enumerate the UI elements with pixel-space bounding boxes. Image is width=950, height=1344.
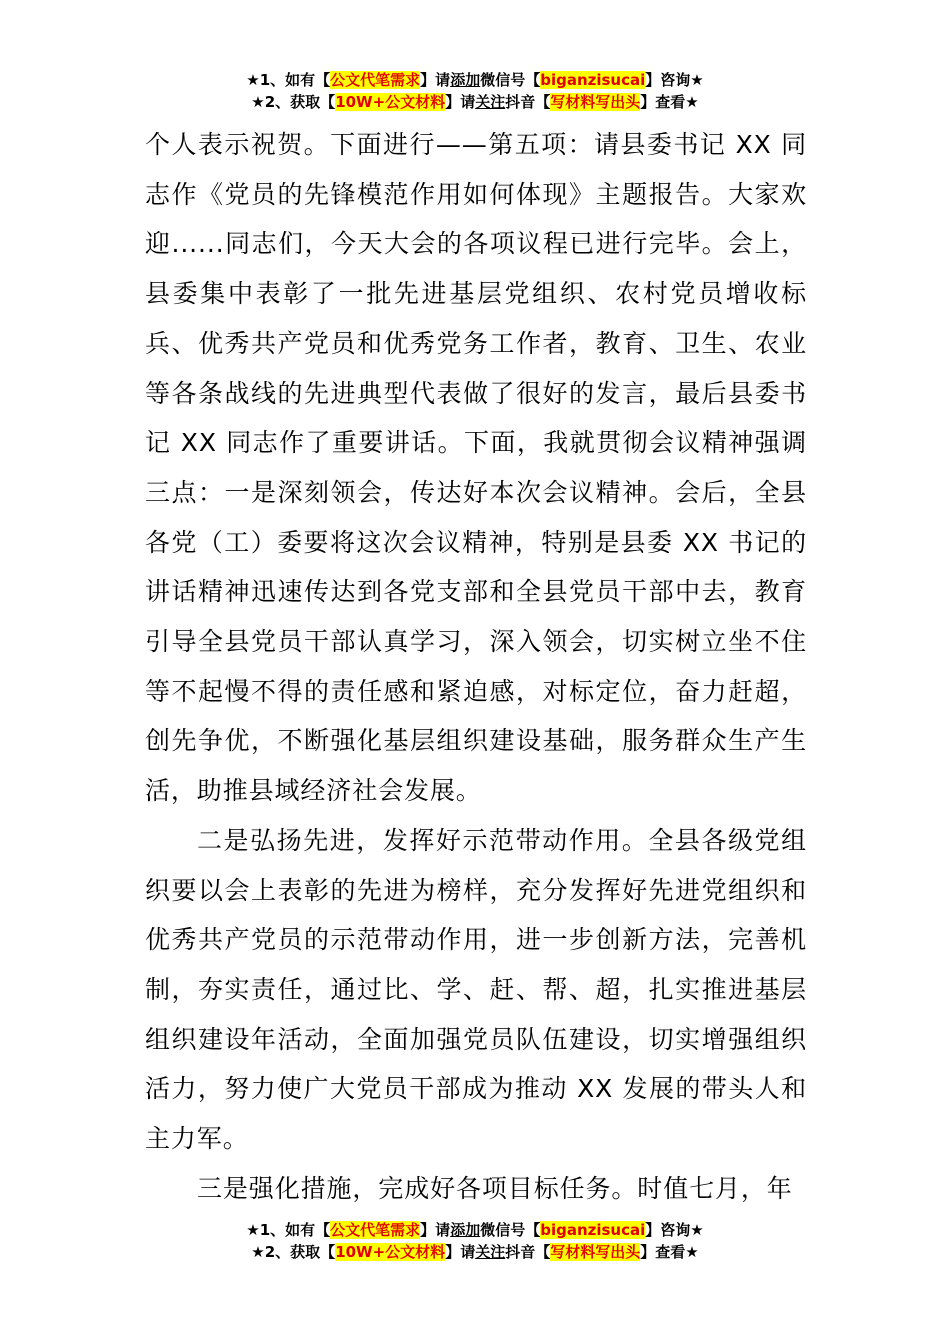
promo-line-1 bbox=[0, 1219, 950, 1241]
promo-text: 】咨询★ bbox=[645, 71, 704, 89]
promo-highlight: 公文代笔需求 bbox=[330, 1221, 421, 1239]
promo-text: 】请 bbox=[445, 93, 476, 111]
promo-text: 】查看★ bbox=[640, 93, 699, 111]
promo-text: 】请 bbox=[420, 71, 451, 89]
promo-douyin-id: 写材料写出头 bbox=[550, 1243, 641, 1261]
promo-text: ★1、如有【 bbox=[246, 1221, 331, 1239]
promo-douyin-id: 写材料写出头 bbox=[550, 93, 641, 111]
footer-promo-banner bbox=[0, 1219, 950, 1263]
header-promo-banner bbox=[0, 69, 950, 113]
promo-text: 微信号【 bbox=[480, 1221, 541, 1239]
promo-text: 】查看★ bbox=[640, 1243, 699, 1261]
body-paragraph-2: 二是弘扬先进，发挥好示范带动作用。全县各级党组织要以会上表彰的先进为榜样，充分发挥好先进党组织和优秀共产党员的示范带动作用，进一步创新方法，完善机制，夯实责任，通过比、学、赶、帮、超，扎实推进基层组织建设年活动，全面加强党员队伍建设，切实增强组织活力，努力使广大党员干部成为推动 XX 发展的带头人和主力军。 bbox=[145, 825, 807, 1154]
promo-highlight: 10W+公文材料 bbox=[335, 93, 446, 111]
promo-emphasis: 关注 bbox=[475, 1243, 506, 1261]
body-paragraph-3: 三是强化措施，完成好各项目标任务。时值七月，年 bbox=[197, 1173, 793, 1203]
promo-text: 抖音【 bbox=[505, 93, 551, 111]
promo-text: ★2、获取【 bbox=[251, 1243, 336, 1261]
promo-highlight: 10W+公文材料 bbox=[335, 1243, 446, 1261]
promo-text: 】请 bbox=[445, 1243, 476, 1261]
promo-text: ★1、如有【 bbox=[246, 71, 331, 89]
promo-line-2 bbox=[0, 1241, 950, 1263]
promo-text: 抖音【 bbox=[505, 1243, 551, 1261]
promo-wechat-id: biganzisucai bbox=[540, 71, 646, 89]
promo-text: 】请 bbox=[420, 1221, 451, 1239]
body-paragraph-1: 个人表示祝贺。下面进行——第五项：请县委书记 XX 同志作《党员的先锋模范作用如何体现》主题报告。大家欢迎......同志们，今天大会的各项议程已进行完毕。会上，县委集中表彰了一批先进基层党组织、农村党员增收标兵、优秀共产党员和优秀党务工作者，教育、卫生、农业等各条战线的先进典型代表做了很好的发言，最后县委书记 XX 同志作了重要讲话。下面，我就贯彻会议精神强调三点：一是深刻领会，传达好本次会议精神。会后，全县各党（工）委要将这次会议精神，特别是县委 XX 书记的讲话精神迅速传达到各党支部和全县党员干部中去，教育引导全县党员干部认真学习，深入领会，切实树立坐不住等不起慢不得的责任感和紧迫感，对标定位，奋力赶超，创先争优，不断强化基层组织建设基础，服务群众生产生活，助推县域经济社会发展。 bbox=[145, 130, 807, 806]
promo-text: 微信号【 bbox=[480, 71, 541, 89]
document-body bbox=[145, 120, 807, 1213]
promo-wechat-id: biganzisucai bbox=[540, 1221, 646, 1239]
promo-emphasis: 添加 bbox=[450, 1221, 481, 1239]
promo-emphasis: 添加 bbox=[450, 71, 481, 89]
promo-text: 】咨询★ bbox=[645, 1221, 704, 1239]
promo-text: ★2、获取【 bbox=[251, 93, 336, 111]
promo-highlight: 公文代笔需求 bbox=[330, 71, 421, 89]
promo-emphasis: 关注 bbox=[475, 93, 506, 111]
promo-line-1 bbox=[0, 69, 950, 91]
promo-line-2 bbox=[0, 91, 950, 113]
